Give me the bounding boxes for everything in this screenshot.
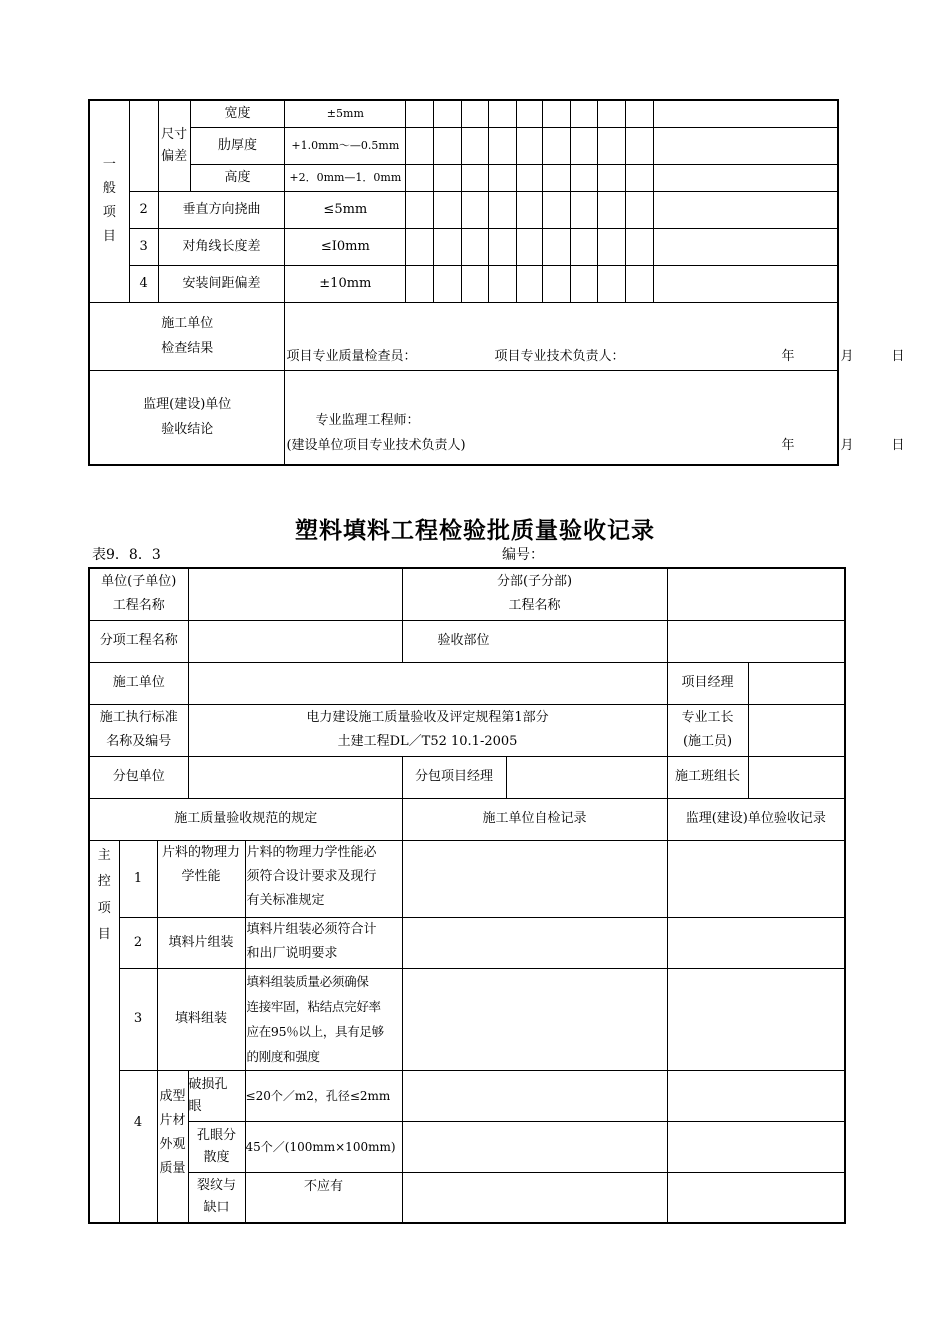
supervision-cell[interactable] [667, 840, 845, 917]
item-requirement: 填料组装质量必须确保 连接牢固，粘结点完好率 应在95％以上，具有足够 的刚度和强度 [245, 968, 402, 1070]
sub-pm-label: 分包项目经理 [402, 756, 506, 798]
unit-name-value[interactable] [188, 568, 402, 620]
item-name: 对角线长度差 [158, 228, 285, 265]
constructor-value[interactable] [188, 662, 667, 704]
item-name: 片料的物理力 学性能 [157, 840, 245, 917]
sub-item-name: 破损孔 眼 [188, 1070, 245, 1121]
constructor-label: 施工单位 [89, 662, 188, 704]
foreman-value[interactable] [748, 704, 845, 756]
item4-group-label: 成型 片材 外观 质量 [157, 1070, 188, 1223]
standard-value: 电力建设施工质量验收及评定规程第1部分 土建工程DL／T52 10.1-2005 [188, 704, 667, 756]
self-check-cell[interactable] [402, 1172, 667, 1223]
self-check-column-header: 施工单位自检记录 [402, 798, 667, 840]
tolerance: ±10mm [285, 265, 406, 302]
inspector-label: 项目专业质量检查员： [286, 348, 417, 364]
sub-item-name: 孔眼分 散度 [188, 1121, 245, 1172]
supervision-cell[interactable] [667, 1121, 845, 1172]
subcontractor-value[interactable] [188, 756, 402, 798]
tolerance: +2．0mm—1．0mm [285, 164, 406, 191]
sub-part-value[interactable] [667, 568, 845, 620]
team-leader-label: 施工班组长 [667, 756, 748, 798]
supervision-cell[interactable] [667, 1172, 845, 1223]
foreman-label: 专业工长 (施工员) [667, 704, 748, 756]
self-check-cell[interactable] [402, 968, 667, 1070]
item-name: 填料组装 [157, 968, 245, 1070]
tech-lead-label: 项目专业技术负责人： [494, 348, 625, 364]
continuation-table [88, 99, 905, 466]
tolerance: ≤I0mm [285, 228, 406, 265]
sub-part-label: 分部(子分部) 工程名称 [402, 568, 667, 620]
item-no: 2 [129, 191, 158, 228]
subcontractor-label: 分包单位 [89, 756, 188, 798]
supervision-cell[interactable] [667, 1070, 845, 1121]
general-items-label: 一 般 项 目 [89, 100, 129, 302]
construction-sign-area [285, 302, 905, 370]
item-no: 1 [119, 840, 157, 917]
tolerance: ≤5mm [285, 191, 406, 228]
acceptance-record-table [88, 567, 846, 1224]
item-name: 填料片组装 [157, 917, 245, 968]
construction-result-label: 施工单位 检查结果 [89, 302, 285, 370]
item-no: 2 [119, 917, 157, 968]
pm-label: 项目经理 [667, 662, 748, 704]
month-label: 月 [840, 437, 854, 453]
tolerance: ±5mm [285, 100, 406, 127]
self-check-cell[interactable] [402, 1070, 667, 1121]
main-control-label: 主 控 项 目 [89, 840, 119, 1223]
item-name: 安装间距偏差 [158, 265, 285, 302]
pm-value[interactable] [748, 662, 845, 704]
team-leader-value[interactable] [748, 756, 845, 798]
owner-label: (建设单位项目专业技术负责人) [286, 437, 466, 453]
code-label: 编号： [502, 547, 544, 563]
supervision-cell[interactable] [667, 968, 845, 1070]
standard-label: 施工执行标准 名称及编号 [89, 704, 188, 756]
month-label: 月 [840, 348, 854, 364]
item-requirement: 填料片组装必须符合计 和出厂说明要求 [245, 917, 402, 968]
supervision-column-header: 监理(建设)单位验收记录 [667, 798, 845, 840]
item-name: 垂直方向挠曲 [158, 191, 285, 228]
item-name: 高度 [190, 164, 285, 191]
self-check-cell[interactable] [402, 840, 667, 917]
accept-part-label: 验收部位 [402, 620, 667, 662]
item-requirement: 片料的物理力学性能必 须符合设计要求及现行 有关标准规定 [245, 840, 402, 917]
item-no: 3 [129, 228, 158, 265]
item-name: 宽度 [190, 100, 285, 127]
sub-item-name: 裂纹与 缺口 [188, 1172, 245, 1223]
self-check-cell[interactable] [402, 1121, 667, 1172]
item-name: 肋厚度 [190, 127, 285, 164]
dimension-deviation-label: 尺寸 偏差 [158, 100, 190, 191]
year-label: 年 [781, 348, 795, 364]
day-label: 日 [891, 348, 905, 364]
page-title: 塑料填料工程检验批质量验收记录 [295, 518, 655, 544]
sub-pm-value[interactable] [506, 756, 667, 798]
table-number: 表9．8．3 [92, 547, 161, 563]
spec-column-header: 施工质量验收规范的规定 [89, 798, 402, 840]
accept-part-value[interactable] [667, 620, 845, 662]
item-no: 4 [119, 1070, 157, 1223]
sub-item-requirement: ≤20个／m2，孔径≤2mm [245, 1070, 402, 1121]
sub-item-requirement: 不应有 [245, 1172, 402, 1223]
tolerance: +1.0mm～—0.5mm [285, 127, 406, 164]
self-check-cell[interactable] [402, 917, 667, 968]
day-label: 日 [891, 437, 905, 453]
item-name-value[interactable] [188, 620, 402, 662]
sub-item-requirement: 45个／(100mm×100mm) [245, 1121, 402, 1172]
year-label: 年 [781, 437, 795, 453]
supervision-cell[interactable] [667, 917, 845, 968]
supervision-label: 监理(建设)单位 验收结论 [89, 370, 285, 465]
item-no: 4 [129, 265, 158, 302]
engineer-label: 专业监理工程师： [315, 412, 420, 428]
unit-name-label: 单位(子单位) 工程名称 [89, 568, 188, 620]
supervision-sign-area [285, 370, 905, 465]
item-no: 3 [119, 968, 157, 1070]
item-name-label: 分项工程名称 [89, 620, 188, 662]
